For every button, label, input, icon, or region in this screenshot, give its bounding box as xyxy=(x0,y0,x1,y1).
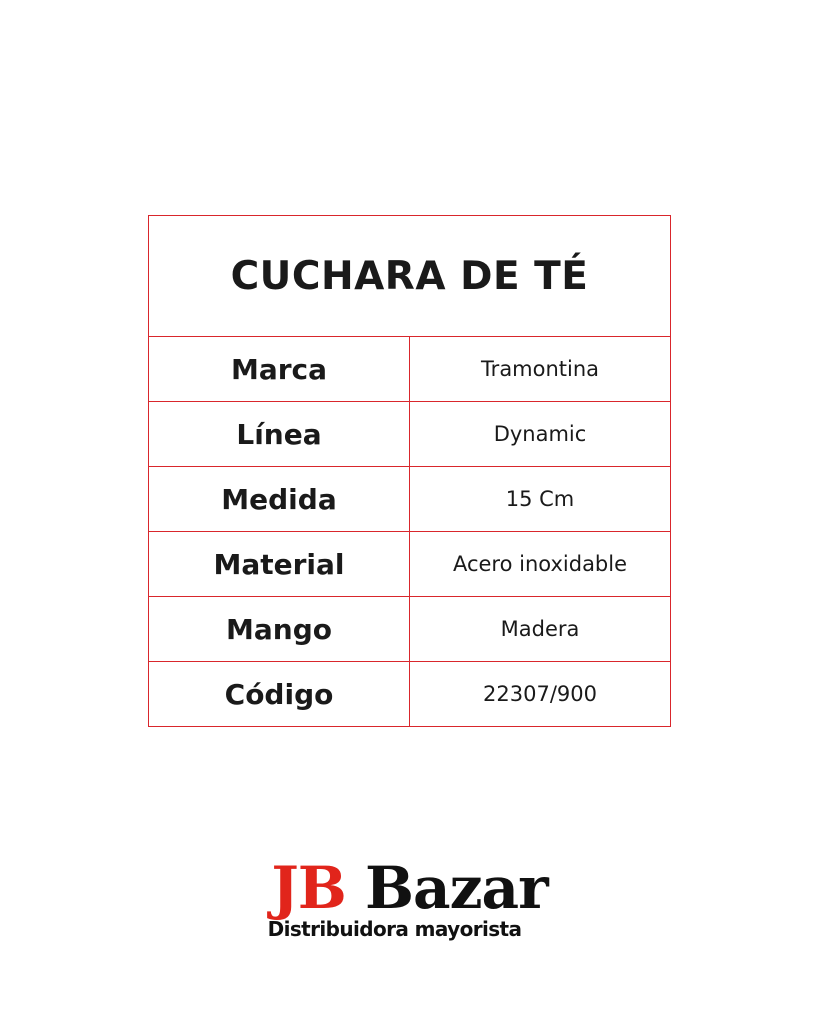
spec-value-codigo: 22307/900 xyxy=(410,662,671,727)
spec-table xyxy=(148,215,671,727)
spec-label-marca: Marca xyxy=(149,337,410,402)
spec-value-medida: 15 Cm xyxy=(410,467,671,532)
table-row xyxy=(149,662,671,727)
table-row xyxy=(149,402,671,467)
spec-label-linea: Línea xyxy=(149,402,410,467)
logo-jb-text: JB xyxy=(271,854,346,922)
logo-tagline: Distribuidora mayorista xyxy=(267,917,522,941)
logo-bazar-text: Bazar xyxy=(364,854,548,922)
spec-value-mango: Madera xyxy=(410,597,671,662)
table-row xyxy=(149,467,671,532)
title-row xyxy=(149,216,671,337)
spec-value-linea: Dynamic xyxy=(410,402,671,467)
brand-logo xyxy=(0,855,819,941)
spec-label-medida: Medida xyxy=(149,467,410,532)
logo-wordmark xyxy=(0,855,819,921)
spec-label-mango: Mango xyxy=(149,597,410,662)
table-row xyxy=(149,337,671,402)
product-title: CUCHARA DE TÉ xyxy=(149,216,671,337)
spec-label-material: Material xyxy=(149,532,410,597)
spec-label-codigo: Código xyxy=(149,662,410,727)
spec-value-marca: Tramontina xyxy=(410,337,671,402)
table-row xyxy=(149,597,671,662)
spec-value-material: Acero inoxidable xyxy=(410,532,671,597)
table-row xyxy=(149,532,671,597)
